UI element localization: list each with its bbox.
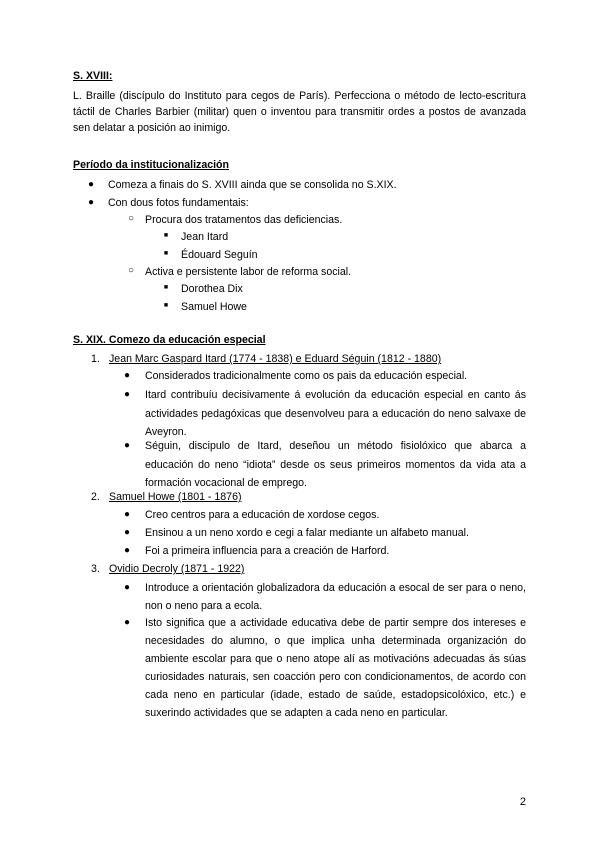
list-item: Ensinou a un neno xordo e cegi a falar mediante un alfabeto manual. — [145, 527, 469, 539]
square-bullet-icon: ■ — [163, 284, 169, 291]
list-item: Procura dos tratamentos das deficiencias. — [145, 214, 343, 226]
bullet-icon: ● — [123, 389, 131, 400]
bullet-icon: ● — [123, 545, 131, 556]
braille-paragraph: L. Braille (discípulo do Instituto para cegos de París). Perfecciona o método de lecto-escritura táctil de Charles Barbier (militar) quen o inventou para transmitir ordes a postos de avanzada sen delatar a posición ao inimigo. — [73, 90, 526, 134]
section-heading-s-xix: S. XIX. Comezo da educación especial — [73, 334, 266, 346]
list-item: Édouard Seguín — [181, 249, 258, 261]
square-bullet-icon: ■ — [163, 302, 169, 309]
list-item: Activa e persistente labor de reforma social. — [145, 266, 352, 278]
list-item: Creo centros para a educación de xordose cegos. — [145, 509, 380, 521]
list-number: 2. — [91, 491, 100, 503]
square-bullet-icon: ■ — [163, 250, 169, 257]
circle-bullet-icon: ○ — [127, 265, 135, 276]
bullet-icon: ● — [87, 197, 95, 208]
list-item: Comeza a finais do S. XVIII ainda que se consolida no S.XIX. — [108, 179, 397, 191]
item-title-decroly: Ovidio Decroly (1871 - 1922) — [109, 563, 245, 575]
bullet-icon: ● — [123, 370, 131, 381]
bullet-icon: ● — [123, 617, 131, 628]
list-item: Samuel Howe — [181, 301, 247, 313]
item-title-howe: Samuel Howe (1801 - 1876) — [109, 491, 242, 503]
list-number: 1. — [91, 353, 100, 365]
list-number: 3. — [91, 563, 100, 575]
section-heading-s-xviii: S. XVIII: — [73, 70, 113, 82]
bullet-icon: ● — [87, 179, 95, 190]
list-item: Séguin, discipulo de Itard, deseñou un método fisiolóxico que abarca a educación do neno “idiota” desde os seus primeiros momentos da vida ata a formación vocacional de emprego. — [145, 440, 526, 489]
list-item: Isto significa que a actividade educativa debe de partir sempre dos intereses e necesidades do alumno, o que implica unha determinada organización do ambiente escolar para que o neno atope alí as motivacións adecuadas ás súas curiosidades naturais, sen coacción pero con condicionamentos, de acordo con cada neno en particular (idade, estado de saúde, estadopsicolóxico, etc.) e suxerindo actividades que se adapten a cada neno en particular. — [145, 617, 526, 719]
list-item: Jean Itard — [181, 231, 229, 243]
list-item: Introduce a orientación globalizadora da educación a esocal de ser para o neno, non o neno para a ecola. — [145, 582, 526, 612]
section-heading-institucionalizacion: Período da institucionalización — [73, 159, 229, 171]
bullet-icon: ● — [123, 527, 131, 538]
item-title-itard-seguin: Jean Marc Gaspard Itard (1774 - 1838) e Eduard Séguin (1812 - 1880) — [109, 353, 442, 365]
bullet-icon: ● — [123, 440, 131, 451]
list-item: Dorothea Dix — [181, 283, 243, 295]
list-item: Considerados tradicionalmente como os pais da educación especial. — [145, 370, 468, 382]
list-item: Itard contribuíu decisivamente á evolución da educación especial en canto ás actividades pedagóxicas que desenvolveu para a educación do neno salvaxe de Aveyron. — [145, 389, 526, 438]
bullet-icon: ● — [123, 509, 131, 520]
circle-bullet-icon: ○ — [127, 213, 135, 224]
bullet-icon: ● — [123, 582, 131, 593]
list-item: Foi a primeira influencia para a creación de Harford. — [145, 545, 390, 557]
page-number: 2 — [519, 796, 526, 808]
square-bullet-icon: ■ — [163, 232, 169, 239]
list-item: Con dous fotos fundamentais: — [108, 197, 249, 209]
